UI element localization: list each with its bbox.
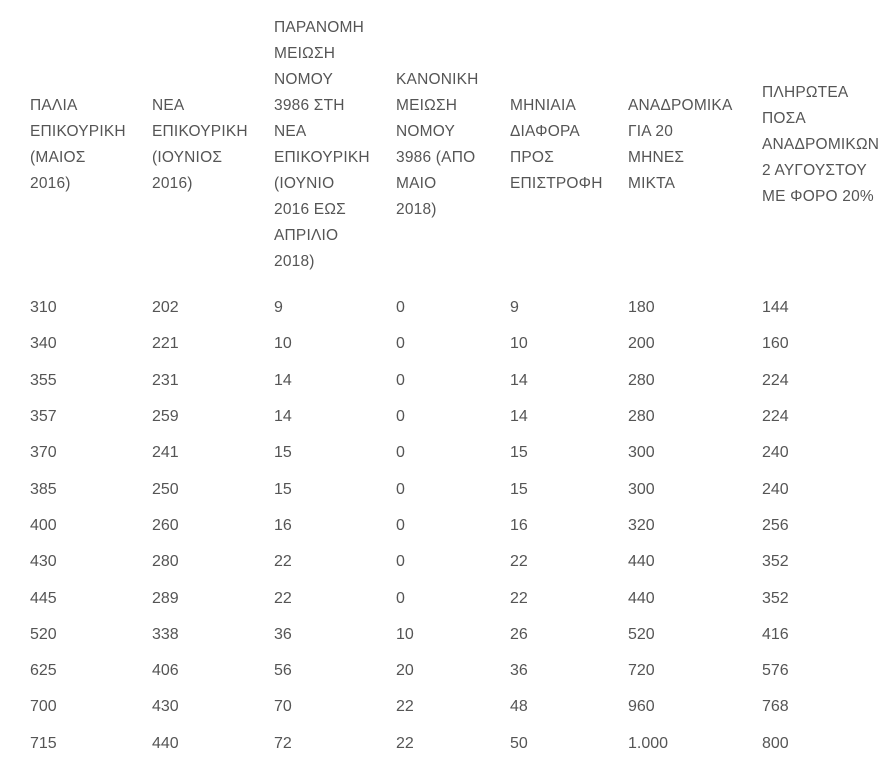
table-body [20, 290, 880, 762]
cell-monthly-difference: 22 [510, 553, 528, 571]
header-payable-retroactive [752, 0, 880, 290]
cell-payable-retroactive: 240 [762, 480, 789, 498]
cell-monthly-difference: 16 [510, 516, 528, 534]
cell-monthly-difference: 14 [510, 371, 528, 389]
cell-monthly-difference: 36 [510, 662, 528, 680]
cell-retroactive-gross: 300 [628, 444, 655, 462]
table-row [20, 363, 880, 399]
cell-old-auxiliary: 445 [30, 589, 57, 607]
header-regular-reduction [386, 0, 500, 290]
header-line: 2018) [274, 253, 315, 270]
cell-new-auxiliary: 250 [152, 480, 179, 498]
cell-new-auxiliary: 430 [152, 698, 179, 716]
header-line: ΕΠΙΚΟΥΡΙΚΗ [30, 123, 126, 140]
cell-regular-reduction: 0 [396, 408, 405, 426]
cell-retroactive-gross: 520 [628, 625, 655, 643]
header-line: ΝΟΜΟΥ [274, 71, 334, 88]
header-line: 3986 (ΑΠΟ [396, 149, 476, 166]
cell-old-auxiliary: 355 [30, 371, 57, 389]
cell-new-auxiliary: 260 [152, 516, 179, 534]
header-line: ΠΟΣΑ [762, 110, 806, 127]
header-line: ΠΡΟΣ [510, 149, 554, 166]
table-row [20, 689, 880, 725]
cell-regular-reduction: 10 [396, 625, 414, 643]
cell-payable-retroactive: 256 [762, 516, 789, 534]
cell-monthly-difference: 14 [510, 408, 528, 426]
cell-monthly-difference: 15 [510, 480, 528, 498]
cell-retroactive-gross: 280 [628, 371, 655, 389]
cell-regular-reduction: 0 [396, 335, 405, 353]
table-row [20, 726, 880, 762]
cell-old-auxiliary: 400 [30, 516, 57, 534]
header-line: ΑΝΑΔΡΟΜΙΚΩΝ [762, 136, 880, 153]
cell-regular-reduction: 22 [396, 734, 414, 752]
header-line: ΝΕΑ [152, 97, 185, 114]
cell-payable-retroactive: 224 [762, 371, 789, 389]
cell-regular-reduction: 0 [396, 444, 405, 462]
cell-payable-retroactive: 224 [762, 408, 789, 426]
table-row [20, 326, 880, 362]
cell-new-auxiliary: 280 [152, 553, 179, 571]
header-monthly-difference [500, 0, 618, 290]
cell-payable-retroactive: 576 [762, 662, 789, 680]
header-line: 3986 ΣΤΗ [274, 97, 345, 114]
cell-retroactive-gross: 320 [628, 516, 655, 534]
cell-illegal-reduction: 16 [274, 516, 292, 534]
table-row [20, 544, 880, 580]
cell-old-auxiliary: 520 [30, 625, 57, 643]
table-row [20, 617, 880, 653]
cell-regular-reduction: 0 [396, 480, 405, 498]
cell-monthly-difference: 26 [510, 625, 528, 643]
cell-new-auxiliary: 406 [152, 662, 179, 680]
cell-new-auxiliary: 241 [152, 444, 179, 462]
cell-payable-retroactive: 352 [762, 589, 789, 607]
cell-regular-reduction: 20 [396, 662, 414, 680]
header-line: ΕΠΙΚΟΥΡΙΚΗ [274, 149, 370, 166]
cell-old-auxiliary: 357 [30, 408, 57, 426]
cell-illegal-reduction: 72 [274, 734, 292, 752]
cell-new-auxiliary: 440 [152, 734, 179, 752]
cell-illegal-reduction: 70 [274, 698, 292, 716]
cell-monthly-difference: 22 [510, 589, 528, 607]
header-old-auxiliary [20, 0, 142, 290]
cell-new-auxiliary: 221 [152, 335, 179, 353]
cell-regular-reduction: 0 [396, 516, 405, 534]
cell-old-auxiliary: 700 [30, 698, 57, 716]
cell-retroactive-gross: 440 [628, 553, 655, 571]
header-line: ΠΛΗΡΩΤΕΑ [762, 84, 849, 101]
header-line: ΜΗΝΙΑΙΑ [510, 97, 576, 114]
header-line: ΜΕΙΩΣΗ [274, 45, 336, 62]
table-row [20, 580, 880, 616]
header-line: ΔΙΑΦΟΡΑ [510, 123, 580, 140]
cell-monthly-difference: 48 [510, 698, 528, 716]
header-line: ΠΑΡΑΝΟΜΗ [274, 19, 365, 36]
cell-illegal-reduction: 15 [274, 444, 292, 462]
header-line: 2 ΑΥΓΟΥΣΤΟΥ [762, 162, 867, 179]
cell-retroactive-gross: 1.000 [628, 734, 669, 752]
header-line: ΜΑΙΟ [396, 175, 437, 192]
header-line: (ΜΑΙΟΣ [30, 149, 86, 166]
cell-new-auxiliary: 289 [152, 589, 179, 607]
cell-regular-reduction: 0 [396, 371, 405, 389]
header-line: ΑΝΑΔΡΟΜΙΚΑ [628, 97, 733, 114]
header-line: ΝΟΜΟΥ [396, 123, 456, 140]
header-line: ΜΗΝΕΣ [628, 149, 685, 166]
table-row [20, 290, 880, 326]
header-line: ΚΑΝΟΝΙΚΗ [396, 71, 479, 88]
table-row [20, 508, 880, 544]
cell-retroactive-gross: 440 [628, 589, 655, 607]
header-row [20, 0, 880, 290]
header-line: ΓΙΑ 20 [628, 123, 674, 140]
table-row [20, 471, 880, 507]
cell-old-auxiliary: 625 [30, 662, 57, 680]
cell-regular-reduction: 0 [396, 553, 405, 571]
header-illegal-reduction [264, 0, 386, 290]
header-line: ΠΑΛΙΑ [30, 97, 78, 114]
cell-old-auxiliary: 340 [30, 335, 57, 353]
cell-new-auxiliary: 259 [152, 408, 179, 426]
cell-regular-reduction: 0 [396, 589, 405, 607]
cell-retroactive-gross: 720 [628, 662, 655, 680]
header-retroactive-gross [618, 0, 752, 290]
header-line: ΜΙΚΤΑ [628, 175, 676, 192]
cell-illegal-reduction: 22 [274, 589, 292, 607]
cell-regular-reduction: 22 [396, 698, 414, 716]
cell-regular-reduction: 0 [396, 299, 405, 317]
cell-illegal-reduction: 56 [274, 662, 292, 680]
header-line: (ΙΟΥΝΙΟΣ [152, 149, 223, 166]
cell-monthly-difference: 50 [510, 734, 528, 752]
cell-old-auxiliary: 385 [30, 480, 57, 498]
cell-retroactive-gross: 200 [628, 335, 655, 353]
cell-old-auxiliary: 715 [30, 734, 57, 752]
cell-new-auxiliary: 231 [152, 371, 179, 389]
cell-illegal-reduction: 9 [274, 299, 283, 317]
table-row [20, 399, 880, 435]
header-new-auxiliary [142, 0, 264, 290]
header-line: ΑΠΡΙΛΙΟ [274, 227, 339, 244]
cell-payable-retroactive: 768 [762, 698, 789, 716]
cell-illegal-reduction: 14 [274, 408, 292, 426]
header-line: 2016) [30, 175, 71, 192]
header-line: ΕΠΙΣΤΡΟΦΗ [510, 175, 603, 192]
cell-payable-retroactive: 352 [762, 553, 789, 571]
cell-payable-retroactive: 160 [762, 335, 789, 353]
cell-payable-retroactive: 416 [762, 625, 789, 643]
cell-retroactive-gross: 960 [628, 698, 655, 716]
pension-table [20, 0, 880, 762]
cell-payable-retroactive: 800 [762, 734, 789, 752]
cell-illegal-reduction: 10 [274, 335, 292, 353]
header-line: ΜΕΙΩΣΗ [396, 97, 458, 114]
cell-illegal-reduction: 14 [274, 371, 292, 389]
header-line: 2016 ΕΩΣ [274, 201, 346, 218]
table-row [20, 653, 880, 689]
cell-retroactive-gross: 300 [628, 480, 655, 498]
header-line: 2018) [396, 201, 437, 218]
cell-old-auxiliary: 370 [30, 444, 57, 462]
header-line: ΜΕ ΦΟΡΟ 20% [762, 188, 874, 205]
header-line: (ΙΟΥΝΙΟ [274, 175, 335, 192]
header-line: ΕΠΙΚΟΥΡΙΚΗ [152, 123, 248, 140]
cell-old-auxiliary: 430 [30, 553, 57, 571]
cell-new-auxiliary: 202 [152, 299, 179, 317]
cell-illegal-reduction: 36 [274, 625, 292, 643]
cell-illegal-reduction: 15 [274, 480, 292, 498]
header-line: 2016) [152, 175, 193, 192]
cell-old-auxiliary: 310 [30, 299, 57, 317]
table-header [20, 0, 880, 290]
cell-monthly-difference: 9 [510, 299, 519, 317]
cell-new-auxiliary: 338 [152, 625, 179, 643]
cell-monthly-difference: 15 [510, 444, 528, 462]
cell-illegal-reduction: 22 [274, 553, 292, 571]
cell-monthly-difference: 10 [510, 335, 528, 353]
cell-payable-retroactive: 240 [762, 444, 789, 462]
cell-retroactive-gross: 180 [628, 299, 655, 317]
table-row [20, 435, 880, 471]
cell-retroactive-gross: 280 [628, 408, 655, 426]
cell-payable-retroactive: 144 [762, 299, 789, 317]
header-line: ΝΕΑ [274, 123, 307, 140]
